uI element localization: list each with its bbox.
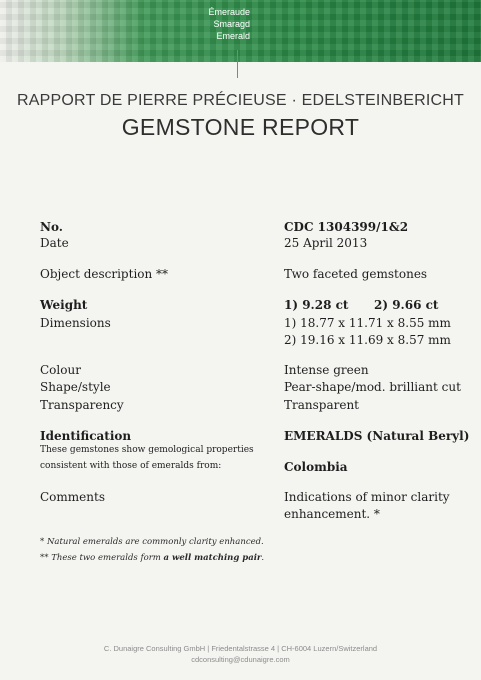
- footnote-2-bold: a well matching pair: [163, 553, 262, 563]
- comments-label: Comments: [40, 490, 105, 504]
- dimensions-value-2: 2) 19.16 x 11.69 x 8.57 mm: [284, 333, 451, 347]
- identification-label: Identification: [40, 429, 132, 443]
- transparency-value: Transparent: [284, 398, 360, 412]
- dimensions-label: Dimensions: [40, 316, 111, 330]
- identification-value: EMERALDS (Natural Beryl): [284, 429, 470, 443]
- footnote-1: * Natural emeralds are commonly clarity enhanced.: [40, 537, 264, 547]
- date-label: Date: [40, 236, 69, 250]
- comments-value-1: Indications of minor clarity: [284, 490, 450, 504]
- no-label: No.: [40, 220, 63, 234]
- origin-value: Colombia: [284, 460, 348, 474]
- identification-note-2: consistent with those of emeralds from:: [40, 461, 222, 471]
- identification-note-1: These gemstones show gemological properties: [40, 445, 254, 455]
- gem-names: [150, 6, 250, 42]
- dimensions-value-1: 1) 18.77 x 11.71 x 8.55 mm: [284, 316, 451, 330]
- object-value: Two faceted gemstones: [284, 267, 428, 281]
- transparency-label: Transparency: [40, 398, 124, 412]
- report-title: GEMSTONE REPORT: [121, 114, 360, 140]
- divider-line: [237, 50, 238, 78]
- footnote-2: [40, 553, 264, 563]
- colour-label: Colour: [40, 363, 81, 377]
- no-value: CDC 1304399/1&2: [284, 220, 409, 234]
- shape-value: Pear-shape/mod. brilliant cut: [284, 380, 461, 394]
- footer-address: C. Dunaigre Consulting GmbH | Friedentalstrasse 4 | CH-6004 Luzern/Switzerland: [103, 644, 378, 653]
- gem-name-fr: Émeraude: [208, 7, 250, 17]
- weight-value-1: 1) 9.28 ct: [284, 298, 349, 312]
- object-label: Object description **: [40, 267, 169, 281]
- header-banner: [0, 0, 481, 62]
- report-subtitle: RAPPORT DE PIERRE PRÉCIEUSE · EDELSTEINBERICHT: [17, 92, 464, 109]
- date-value: 25 April 2013: [284, 236, 368, 250]
- footnote-2-prefix: ** These two emeralds form: [40, 553, 164, 563]
- gem-name-de: Smaragd: [213, 19, 250, 29]
- comments-value-2: enhancement. *: [284, 507, 380, 521]
- weight-label: Weight: [40, 298, 88, 312]
- footnote-2-suffix: .: [261, 553, 265, 563]
- footer-email: cdconsulting@cdunaigre.com: [191, 655, 290, 664]
- colour-value: Intense green: [284, 363, 369, 377]
- gem-name-en: Emerald: [216, 31, 250, 41]
- shape-label: Shape/style: [40, 380, 111, 394]
- weight-value-2: 2) 9.66 ct: [374, 298, 439, 312]
